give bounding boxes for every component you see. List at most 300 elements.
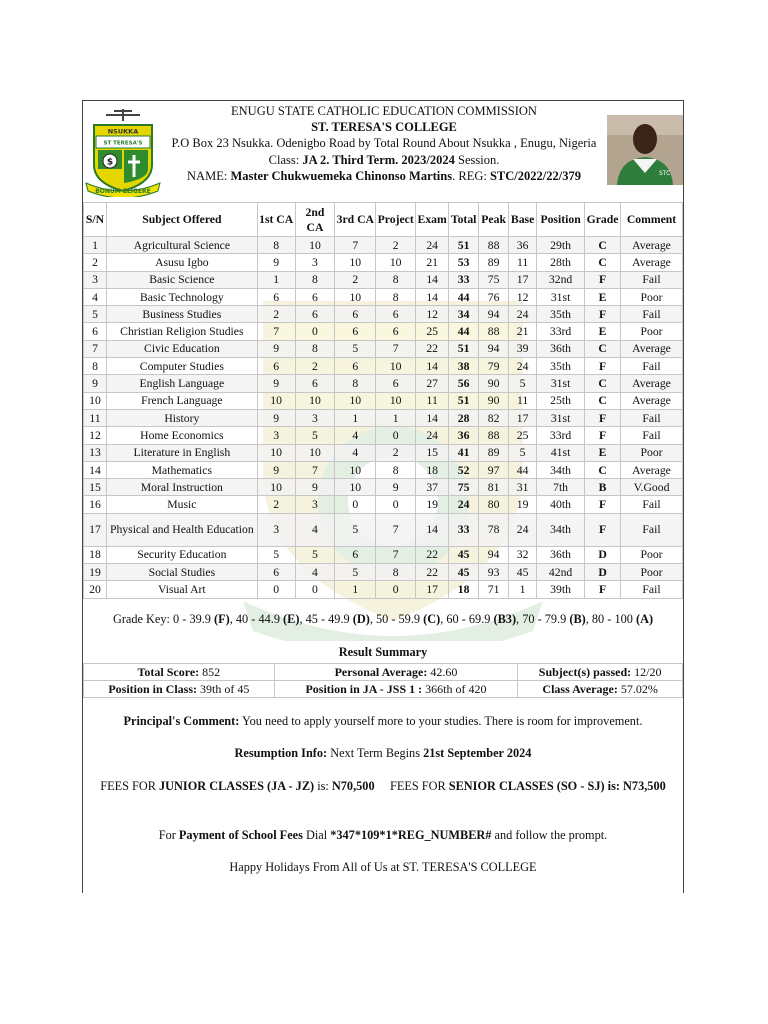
fees-is: is: [317,779,329,793]
fees-is: is: [607,779,620,793]
table-row [84,254,683,271]
class-average [518,681,683,698]
cell-peak: 76 [479,288,509,305]
grade-letter: (A) [635,612,654,626]
grade-range: 60 - 69.9 [446,612,491,626]
session-label: Session. [458,152,500,167]
cell-third-ca: 4 [335,444,376,461]
cell-subject-name: Asusu Igbo [106,254,257,271]
cell-comment: Fail [621,427,683,444]
cell-base: 21 [509,323,537,340]
grade-key-label: Grade Key: [112,612,170,626]
cell-project: 10 [376,392,416,409]
class-info [163,152,605,168]
cell-third-ca: 6 [335,358,376,375]
subjects-passed-label: Subject(s) passed: [538,664,632,679]
class-value: JA 2. Third Term. 2023/2024 [302,152,455,167]
cell-base: 45 [509,564,537,581]
cell-peak: 88 [479,323,509,340]
cell-comment: Average [621,340,683,357]
cell-first-ca: 6 [257,564,295,581]
total-score-value: 852 [202,664,221,679]
cell-exam: 19 [416,496,449,513]
grade-range: 0 - 39.9 [173,612,211,626]
cell-total: 41 [449,444,479,461]
student-name: Master Chukwuemeka Chinonso Martins [230,168,453,183]
payment-info [83,827,683,844]
school-crest-icon [84,107,162,197]
cell-second-ca: 5 [295,546,335,563]
cell-third-ca: 5 [335,564,376,581]
cell-comment: Average [621,392,683,409]
cell-base: 24 [509,358,537,375]
cell-project: 9 [376,479,416,496]
payment-ussd-code: *347*109*1*REG_NUMBER# [330,828,492,842]
cell-first-ca: 2 [257,306,295,323]
cell-subject-name: Mathematics [106,461,257,478]
cell-peak: 82 [479,409,509,426]
fees-info [93,778,673,795]
cell-position: 35th [537,358,585,375]
cell-base: 5 [509,444,537,461]
cell-project: 8 [376,564,416,581]
table-row [84,409,683,426]
table-row [84,461,683,478]
cell-third-ca: 6 [335,306,376,323]
cell-serial-number: 6 [84,323,107,340]
column-header: Total [449,203,479,237]
column-header: Peak [479,203,509,237]
cell-exam: 14 [416,513,449,546]
cell-first-ca: 1 [257,271,295,288]
cell-second-ca: 9 [295,479,335,496]
table-row [84,546,683,563]
commission-name: ENUGU STATE CATHOLIC EDUCATION COMMISSION [231,104,537,118]
principal-comment-label: Principal's Comment: [123,714,240,728]
cell-position: 25th [537,392,585,409]
grade-key: Grade Key: 0 - 39.9 (F), 40 - 44.9 (E), 45 - 49.9 (D), 50 - 59.9 (C), 60 - 69.9 (B3), 70 - 79.9 (B), 80 - 100 (A) [112,612,654,626]
cell-serial-number: 4 [84,288,107,305]
cell-total: 56 [449,375,479,392]
cell-base: 12 [509,288,537,305]
principal-comment [83,713,683,730]
cell-grade: B [585,479,621,496]
personal-average-label: Personal Average: [334,664,428,679]
cell-position: 31st [537,375,585,392]
cell-project: 7 [376,513,416,546]
grade-range: 45 - 49.9 [305,612,350,626]
cell-total: 34 [449,306,479,323]
cell-grade: F [585,409,621,426]
cell-position: 32nd [537,271,585,288]
cell-position: 35th [537,306,585,323]
cell-grade: C [585,254,621,271]
cell-peak: 94 [479,306,509,323]
cell-base: 44 [509,461,537,478]
cell-serial-number: 8 [84,358,107,375]
cell-position: 41st [537,444,585,461]
result-summary-title: Result Summary [338,645,428,659]
table-header-row [84,203,683,237]
cell-serial-number: 3 [84,271,107,288]
cell-total: 24 [449,496,479,513]
cell-exam: 22 [416,340,449,357]
cell-peak: 97 [479,461,509,478]
cell-exam: 24 [416,237,449,254]
position-ja-label: Position in JA - JSS 1 : [305,681,423,696]
cell-base: 25 [509,427,537,444]
resumption-label: Resumption Info: [234,746,328,760]
fees-prefix: FEES FOR [389,779,446,793]
cell-first-ca: 3 [257,513,295,546]
cell-third-ca: 10 [335,254,376,271]
column-header: Base [509,203,537,237]
cell-serial-number: 1 [84,237,107,254]
cell-grade: F [585,271,621,288]
cell-total: 18 [449,581,479,598]
cell-grade: C [585,375,621,392]
grade-range: 80 - 100 [591,612,633,626]
report-card [82,100,684,893]
cell-peak: 79 [479,358,509,375]
cell-peak: 89 [479,254,509,271]
cell-subject-name: Moral Instruction [106,479,257,496]
cell-comment: Average [621,237,683,254]
cell-second-ca: 10 [295,392,335,409]
cell-exam: 22 [416,564,449,581]
cell-subject-name: Visual Art [106,581,257,598]
cell-second-ca: 7 [295,461,335,478]
cell-project: 6 [376,323,416,340]
cell-total: 44 [449,323,479,340]
cell-serial-number: 17 [84,513,107,546]
cell-third-ca: 10 [335,479,376,496]
grade-range: 50 - 59.9 [375,612,421,626]
table-row [84,427,683,444]
cell-serial-number: 9 [84,375,107,392]
cell-total: 51 [449,340,479,357]
cell-second-ca: 5 [295,427,335,444]
grade-letter: (C) [423,612,441,626]
cell-position: 31st [537,409,585,426]
school-info [163,103,605,184]
column-header: S/N [84,203,107,237]
column-header: Comment [621,203,683,237]
column-header: Project [376,203,416,237]
cell-serial-number: 14 [84,461,107,478]
table-row [84,479,683,496]
cell-serial-number: 15 [84,479,107,496]
cell-comment: Fail [621,581,683,598]
grade-letter: (D) [352,612,370,626]
cell-total: 44 [449,288,479,305]
cell-grade: D [585,546,621,563]
column-header: Exam [416,203,449,237]
cell-exam: 18 [416,461,449,478]
table-row [84,237,683,254]
cell-second-ca: 4 [295,564,335,581]
cell-base: 11 [509,254,537,271]
result-summary-table [83,663,683,698]
cell-total: 33 [449,513,479,546]
cell-position: 36th [537,340,585,357]
cell-exam: 11 [416,392,449,409]
fees-prefix: FEES FOR [100,779,156,793]
cell-subject-name: English Language [106,375,257,392]
cell-third-ca: 0 [335,496,376,513]
table-row [84,340,683,357]
cell-subject-name: Basic Science [106,271,257,288]
cell-peak: 88 [479,237,509,254]
column-header: 2nd CA [295,203,335,237]
cell-peak: 80 [479,496,509,513]
cell-position: 42nd [537,564,585,581]
subjects-passed-value: 12/20 [634,664,662,679]
table-row [84,323,683,340]
cell-grade: D [585,564,621,581]
cell-second-ca: 3 [295,496,335,513]
cell-grade: C [585,461,621,478]
cell-total: 51 [449,392,479,409]
cell-base: 24 [509,306,537,323]
cell-project: 0 [376,581,416,598]
cell-comment: Poor [621,444,683,461]
cell-peak: 78 [479,513,509,546]
cell-peak: 90 [479,392,509,409]
closing-message: Happy Holidays From All of Us at ST. TERESA'S COLLEGE [229,860,537,874]
cell-first-ca: 7 [257,323,295,340]
total-score-label: Total Score: [137,664,200,679]
cell-second-ca: 6 [295,306,335,323]
cell-subject-name: Physical and Health Education [106,513,257,546]
column-header: Subject Offered [106,203,257,237]
cell-comment: Fail [621,513,683,546]
cell-project: 7 [376,340,416,357]
position-ja-value: 366th of 420 [425,681,487,696]
table-row [84,271,683,288]
cell-comment: Fail [621,409,683,426]
cell-peak: 94 [479,340,509,357]
personal-average-value: 42.60 [430,664,458,679]
cell-second-ca: 0 [295,581,335,598]
cell-grade: F [585,427,621,444]
payment-label: Payment of School Fees [178,828,303,842]
principal-comment-text: You need to apply yourself more to your studies. There is room for improvement. [241,714,643,728]
grade-letter: (F) [214,612,230,626]
payment-dial: Dial [305,828,328,842]
cell-grade: C [585,340,621,357]
cell-third-ca: 10 [335,461,376,478]
cell-first-ca: 9 [257,461,295,478]
cell-total: 75 [449,479,479,496]
cell-grade: E [585,288,621,305]
cell-first-ca: 10 [257,444,295,461]
grade-letter: (E) [283,612,300,626]
cell-third-ca: 1 [335,409,376,426]
svg-text:NSUKKA: NSUKKA [107,127,139,136]
cell-first-ca: 9 [257,340,295,357]
personal-average [274,664,518,681]
table-row [84,444,683,461]
cell-serial-number: 20 [84,581,107,598]
cell-second-ca: 8 [295,340,335,357]
school-address: P.O Box 23 Nsukka. Odenigbo Road by Total Round About Nsukka , Enugu, Nigeria [171,136,597,151]
subjects-passed [518,664,683,681]
cell-third-ca: 10 [335,392,376,409]
table-row [84,358,683,375]
senior-fees-label: SENIOR CLASSES (SO - SJ) [448,779,605,793]
cell-total: 45 [449,546,479,563]
grade-range: 70 - 79.9 [522,612,567,626]
cell-subject-name: Civic Education [106,340,257,357]
cell-first-ca: 10 [257,392,295,409]
cell-grade: E [585,323,621,340]
cell-project: 10 [376,358,416,375]
cell-peak: 89 [479,444,509,461]
cell-first-ca: 5 [257,546,295,563]
cell-peak: 71 [479,581,509,598]
junior-fees-label: JUNIOR CLASSES (JA - JZ) [159,779,315,793]
cell-base: 5 [509,375,537,392]
cell-second-ca: 2 [295,358,335,375]
cell-exam: 27 [416,375,449,392]
svg-text:ST TERESA'S: ST TERESA'S [103,140,143,147]
cell-base: 17 [509,409,537,426]
cell-position: 28th [537,254,585,271]
grade-letter: (B3) [493,612,517,626]
svg-text:$: $ [106,157,114,168]
cell-position: 29th [537,237,585,254]
cell-first-ca: 8 [257,237,295,254]
cell-third-ca: 1 [335,581,376,598]
cell-base: 19 [509,496,537,513]
cell-comment: Poor [621,323,683,340]
cell-first-ca: 0 [257,581,295,598]
cell-position: 34th [537,461,585,478]
reg-label: REG: [458,168,487,183]
cell-exam: 21 [416,254,449,271]
cell-exam: 25 [416,323,449,340]
cell-comment: Fail [621,496,683,513]
payment-prefix: For [158,828,176,842]
column-header: 3rd CA [335,203,376,237]
position-in-class [84,681,275,698]
cell-second-ca: 10 [295,237,335,254]
cell-peak: 81 [479,479,509,496]
table-row [84,375,683,392]
cell-peak: 90 [479,375,509,392]
cell-serial-number: 7 [84,340,107,357]
grade-range: 40 - 44.9 [235,612,280,626]
cell-second-ca: 3 [295,409,335,426]
cell-exam: 14 [416,409,449,426]
cell-subject-name: Music [106,496,257,513]
position-in-ja [274,681,518,698]
cell-total: 28 [449,409,479,426]
cell-subject-name: Basic Technology [106,288,257,305]
cell-third-ca: 5 [335,513,376,546]
cell-exam: 24 [416,427,449,444]
cell-comment: Fail [621,306,683,323]
cell-peak: 93 [479,564,509,581]
cell-first-ca: 3 [257,427,295,444]
cell-grade: F [585,581,621,598]
report-header [83,101,683,203]
senior-fees-amount: N73,500 [623,779,666,793]
cell-comment: V.Good [621,479,683,496]
junior-fees-amount: N70,500 [331,779,375,793]
school-name: ST. TERESA'S COLLEGE [311,120,457,135]
cell-third-ca: 8 [335,375,376,392]
cell-serial-number: 5 [84,306,107,323]
cell-serial-number: 2 [84,254,107,271]
class-average-label: Class Average: [542,681,618,696]
cell-serial-number: 16 [84,496,107,513]
cell-serial-number: 18 [84,546,107,563]
summary-row [84,664,683,681]
svg-text:STC: STC [659,170,671,177]
cell-subject-name: Home Economics [106,427,257,444]
cell-total: 52 [449,461,479,478]
cell-comment: Fail [621,271,683,288]
cell-subject-name: French Language [106,392,257,409]
table-row [84,392,683,409]
cell-serial-number: 19 [84,564,107,581]
table-row [84,288,683,305]
cell-base: 39 [509,340,537,357]
cell-peak: 75 [479,271,509,288]
cell-first-ca: 2 [257,496,295,513]
cell-exam: 22 [416,546,449,563]
cell-total: 36 [449,427,479,444]
position-class-label: Position in Class: [108,681,197,696]
cell-project: 1 [376,409,416,426]
cell-project: 8 [376,288,416,305]
summary-row [84,681,683,698]
cell-project: 6 [376,375,416,392]
cell-comment: Average [621,375,683,392]
cell-third-ca: 7 [335,237,376,254]
reg-number: STC/2022/22/379 [489,168,581,183]
cell-grade: F [585,358,621,375]
cell-project: 7 [376,546,416,563]
resumption-info [83,745,683,762]
cell-serial-number: 11 [84,409,107,426]
cell-third-ca: 6 [335,546,376,563]
cell-exam: 37 [416,479,449,496]
table-row [84,564,683,581]
resumption-date: 21st September 2024 [423,746,532,760]
cell-first-ca: 10 [257,479,295,496]
cell-position: 39th [537,581,585,598]
cell-peak: 94 [479,546,509,563]
table-row [84,513,683,546]
cell-comment: Average [621,461,683,478]
payment-suffix: and follow the prompt. [494,828,608,842]
cell-third-ca: 6 [335,323,376,340]
cell-second-ca: 6 [295,288,335,305]
grade-letter: (B) [569,612,586,626]
student-photo [607,115,683,185]
cell-project: 6 [376,306,416,323]
cell-serial-number: 13 [84,444,107,461]
cell-third-ca: 4 [335,427,376,444]
cell-grade: F [585,496,621,513]
cell-exam: 14 [416,288,449,305]
cell-grade: F [585,306,621,323]
cell-base: 11 [509,392,537,409]
cell-position: 31st [537,288,585,305]
